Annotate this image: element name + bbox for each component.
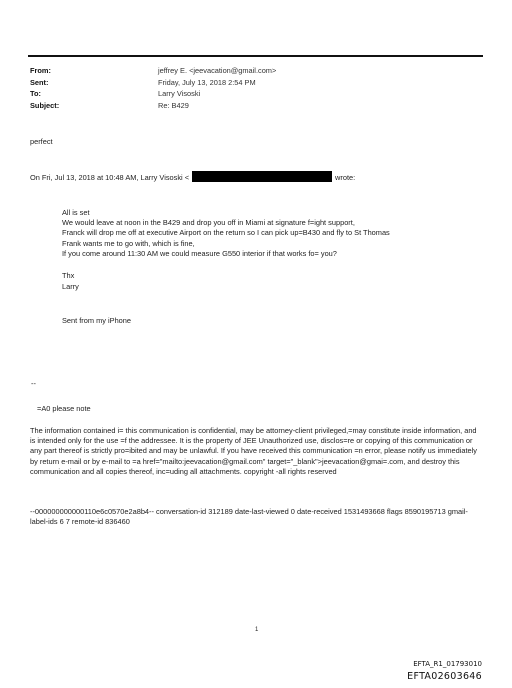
header-rule (28, 55, 483, 57)
signature-name: Larry (62, 282, 79, 291)
redaction-box (192, 171, 332, 182)
quoted-line: Frank wants me to go with, which is fine, (62, 238, 195, 248)
quoted-intro-end: wrote: (335, 173, 356, 182)
quoted-line: All is set (62, 208, 90, 217)
subject-label: Subject: (30, 100, 60, 110)
sent-label: Sent: (30, 77, 49, 87)
quoted-intro-start: On Fri, Jul 13, 2018 at 10:48 AM, Larry Visoski < (30, 173, 190, 182)
quoted-line: If you come around 11:30 AM we could measure G550 interior if that works fo= you? (62, 248, 337, 258)
subject-row (30, 101, 470, 113)
separator-text: -- (31, 379, 36, 388)
to-label: To: (30, 89, 41, 98)
note-text: =A0 please note (37, 404, 91, 413)
sent-value: Friday, July 13, 2018 2:54 PM (158, 77, 256, 87)
footer-id-1: EFTA_R1_01793010 (413, 660, 482, 668)
to-row (30, 89, 470, 101)
quoted-line: Franck will drop me off at executive Airport on the return so I can pick up=B430 and fly to St Thomas (62, 228, 390, 238)
footer-id-2: EFTA02603646 (407, 670, 482, 682)
page-number: 1 (255, 627, 259, 633)
disclaimer-paragraph: The information contained i= this communication is confidential, may be attorney-client privileged,=may constitute inside information, and is intended only for the use =f the addressee. It is the property of JEE Unauthorized use, disclos=re or copying of this communication or any part thereof is strictly pro=ibited and may be unlawful. If you have received this communication =n error, please notify us immediately by return e-mail or by e-mail to =a href="mailto:jeevacation@gmail.com" target="_blank">jeevacation@gmai=.com, and destroy this communication and all copies thereof, inc=uding all attachments. copyright -all rights reserved (30, 426, 477, 476)
sent-from-text: Sent from my iPhone (62, 316, 132, 325)
subject-value: Re: B429 (158, 100, 189, 110)
to-value: Larry Visoski (158, 89, 201, 98)
quoted-line: We would leave at noon in the B429 and drop you off in Miami at signature f=ight support, (62, 218, 355, 228)
reply-text: perfect (30, 137, 53, 146)
email-header (30, 66, 470, 112)
thx-text: Thx (62, 271, 75, 280)
message-metadata: --000000000000110e6c0570e2a8b4-- conversation-id 312189 date-last-viewed 0 date-received 1531493668 flags 8590195713 gmail-label-ids 6 7 remote-id 836460 (30, 507, 468, 527)
from-row (30, 66, 470, 78)
from-value: jeffrey E. <jeevacation@gmail.com> (158, 66, 277, 75)
sent-row (30, 78, 470, 90)
quoted-intro (30, 171, 355, 183)
quoted-message (62, 208, 390, 259)
document-footer (407, 660, 482, 683)
from-label: From: (30, 66, 51, 75)
